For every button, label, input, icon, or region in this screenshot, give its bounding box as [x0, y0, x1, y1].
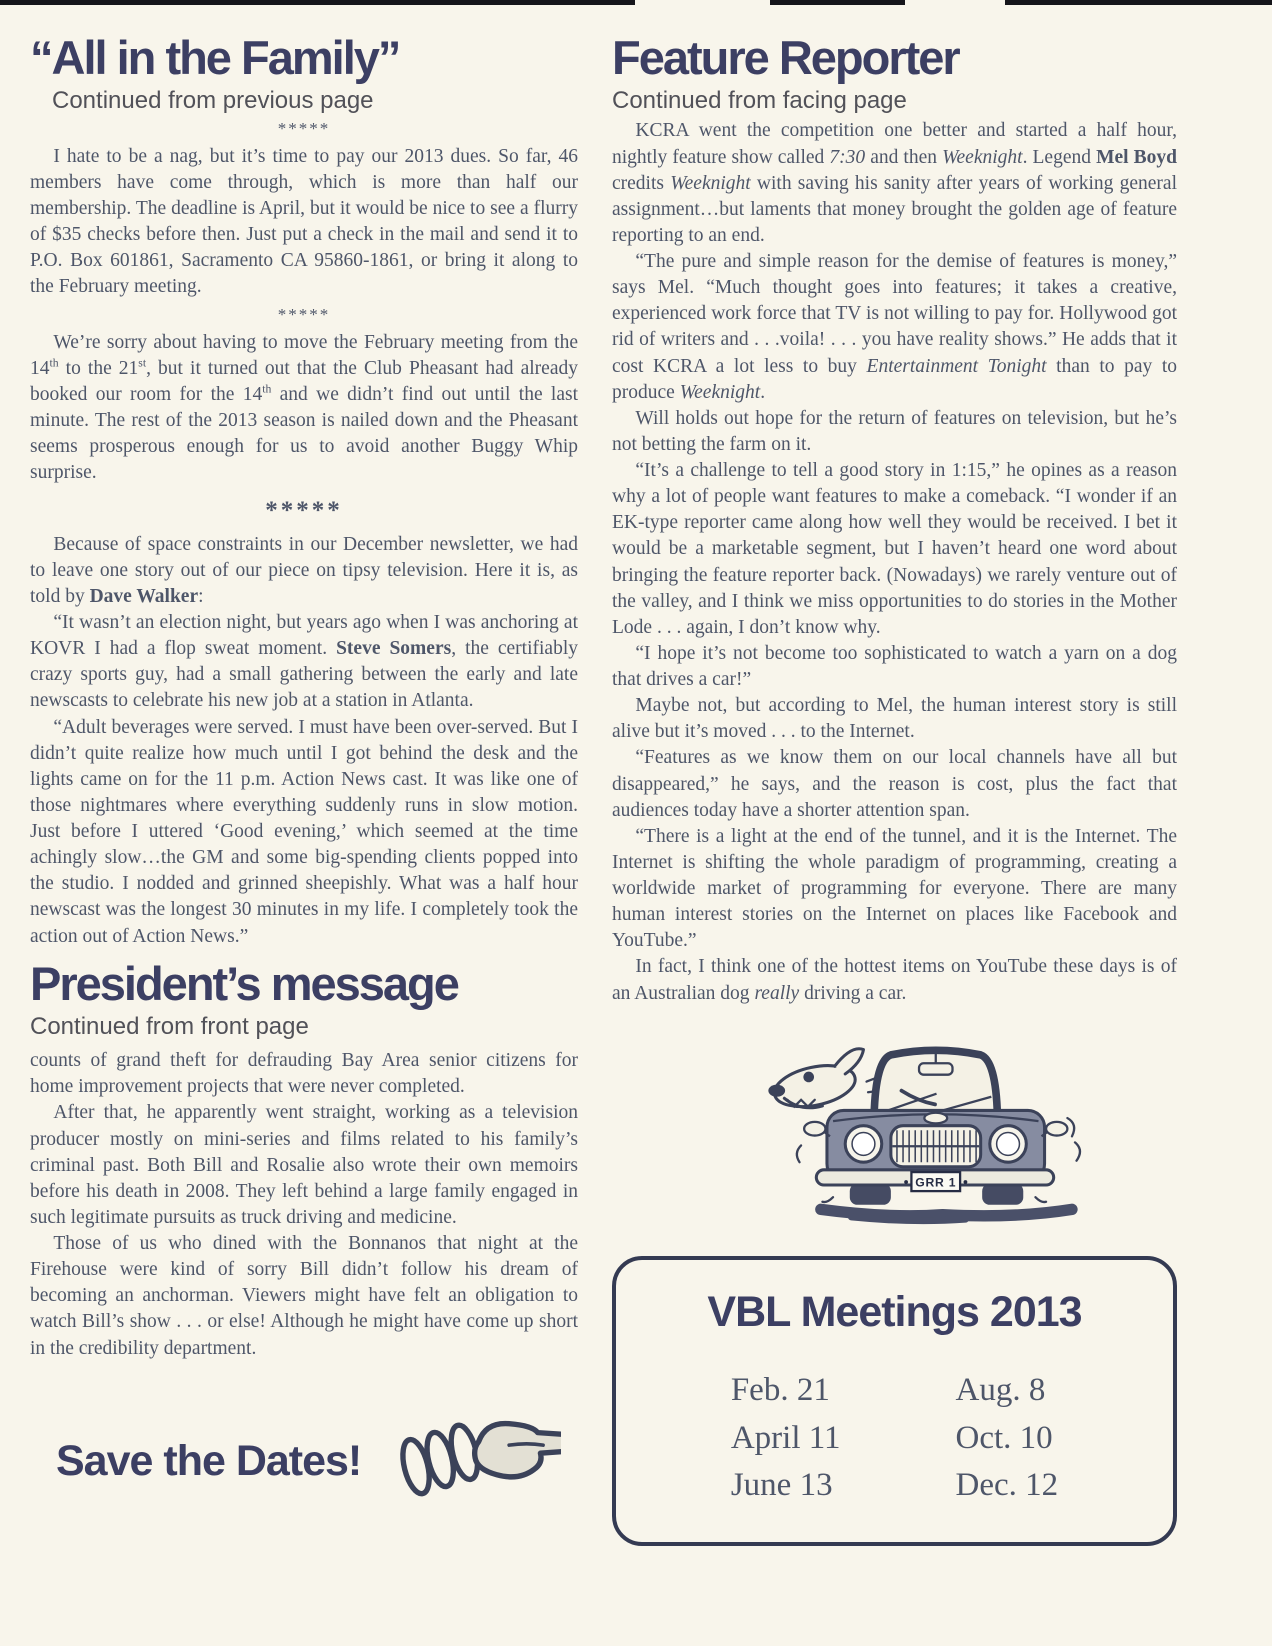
meetings-box — [612, 1256, 1177, 1546]
meetings-title: VBL Meetings 2013 — [707, 1287, 1082, 1336]
license-plate: GRR 1 — [915, 1175, 957, 1190]
article-paragraph: Those of us who dined with the Bonnanos that night at the Firehouse were kind of sorry Bill didn’t follow his dream of becoming an anchorman. Viewers might have felt an obligation to watch Bill’s show . . . or else! Although he might have come up short in the credibility department. — [30, 1233, 578, 1359]
article-paragraph: “Adult beverages were served. I must have been over-served. But I didn’t quite realize how much until I got behind the desk and the lights came on for the 11 p.m. Action News cast. It was like one of those nightmares where everything suddenly runs in slow motion. Just before I uttered ‘Good evening,’ which seemed at the time achingly slow…the GM and some big-spending clients popped into the studio. I nodded and grinned sheepishly. What was a half hour newscast was the longest 30 minutes in my life. I completely took the action out of Action News.” — [30, 716, 578, 947]
scan-artifact-strip — [1005, 0, 1272, 5]
article-paragraph: “I hope it’s not become too sophisticated to watch a yarn on a dog that drives a car!” — [612, 642, 1177, 691]
asterisk-separator: ***** — [277, 119, 331, 139]
article-subtitle: Continued from front page — [30, 1012, 309, 1040]
meeting-date: April 11 — [730, 1419, 841, 1456]
meeting-date: Oct. 10 — [955, 1419, 1053, 1456]
article-all-in-the-family — [30, 31, 578, 950]
article-paragraph: We’re sorry about having to move the February meeting from the 14th to the 21st, but it turned out that the Club Pheasant had already booked our room for the 14th and we didn’t find out until the last minute. The rest of the 2013 season is nailed down and the Pheasant seems prosperous enough for us to avoid another Buggy Whip surprise. — [30, 331, 578, 484]
asterisk-separator: ***** — [277, 305, 331, 325]
meeting-date: June 13 — [730, 1467, 833, 1504]
article-paragraph: “The pure and simple reason for the demise of features is money,” says Mel. “Much thought goes into features; it takes a creative, experienced work force that TV is not willing to pay for. Hollywood got rid of writers and . . .voila! . . . you have reality shows.” He adds that it cost KCRA a lot less to buy Entertainment Tonight than to pay to produce Weeknight. — [612, 251, 1177, 403]
cartoon-container — [760, 1021, 1110, 1246]
asterisk-separator-bold: ***** — [265, 497, 343, 525]
article-subtitle: Continued from previous page — [52, 86, 374, 114]
dog-driving-car-illustration — [760, 1021, 1110, 1241]
meetings-column-1 — [731, 1367, 841, 1511]
scan-artifact-strip — [0, 0, 635, 5]
meetings-column-2 — [956, 1367, 1059, 1511]
left-column — [30, 31, 578, 1516]
article-presidents-message — [30, 956, 578, 1362]
article-paragraph: Will holds out hope for the return of features on television, but he’s not betting the farm on it. — [612, 407, 1177, 455]
meetings-columns — [616, 1367, 1173, 1511]
article-title-presidents-message: President’s message — [30, 956, 458, 1010]
article-paragraph: “It wasn’t an election night, but years ago when I was anchoring at KOVR I had a flop sweat moment. Steve Somers, the certifiably crazy sports guy, had a small gathering between the early and late newscasts to celebrate his new job at a station in Atlanta. — [30, 612, 578, 712]
article-paragraph: Because of space constraints in our December newsletter, we had to leave one story out of our piece on tipsy television. Here it is, as told by Dave Walker: — [30, 533, 578, 607]
article-paragraph: “There is a light at the end of the tunnel, and it is the Internet. The Internet is shifting the whole paradigm of programming, creating a worldwide market of programming for everyone. There are many human interest stories on the Internet on places like Facebook and YouTube.” — [612, 825, 1177, 952]
meeting-date: Dec. 12 — [955, 1467, 1059, 1504]
meeting-date: Aug. 8 — [955, 1371, 1046, 1408]
article-paragraph: counts of grand theft for defrauding Bay Area senior citizens for home improvement projects that were never completed. — [30, 1050, 578, 1098]
article-paragraph: Maybe not, but according to Mel, the human interest story is still alive but it’s moved . . . to the Internet. — [612, 695, 1177, 743]
article-paragraph: After that, he apparently went straight, working as a television producer mostly on mini-series and films related to his family’s criminal past. Both Bill and Rosalie also wrote their own memoirs before his death in 2008. They left behind a large family engaged in such legitimate pursuits as truck driving and medicine. — [30, 1102, 578, 1228]
article-paragraph: “Features as we know them on our local channels have all but disappeared,” he says, and the reason is cost, plus the fact that audiences today have a shorter attention span. — [612, 747, 1177, 821]
save-the-dates-label: Save the Dates! — [56, 1437, 362, 1486]
article-paragraph: KCRA went the competition one better and started a half hour, nightly feature show called 7:30 and then Weeknight. Legend Mel Boyd credits Weeknight with saving his sanity after years of working general assignment…but laments that money brought the golden age of feature reporting to an end. — [612, 120, 1178, 246]
right-column — [612, 31, 1178, 1546]
article-paragraph: In fact, I think one of the hottest items on YouTube these days is of an Australian dog really driving a car. — [612, 956, 1177, 1004]
scan-artifact-strip — [770, 0, 905, 5]
article-title-all-in-the-family: “All in the Family” — [30, 31, 400, 84]
article-paragraph: I hate to be a nag, but it’s time to pay our 2013 dues. So far, 46 members have come through, which is more than half our membership. The deadline is April, but it would be nice to see a flurry of $35 checks before then. Just put a check in the mail and send it to P.O. Box 601861, Sacramento CA 95860-1861, or bring it along to the February meeting. — [30, 145, 578, 298]
article-subtitle: Continued from facing page — [612, 86, 907, 114]
pointing-hand-icon — [391, 1394, 561, 1516]
meeting-date: Feb. 21 — [730, 1371, 830, 1408]
article-title-feature-reporter: Feature Reporter — [612, 31, 959, 84]
article-feature-reporter — [612, 31, 1178, 1007]
article-paragraph: “It’s a challenge to tell a good story in 1:15,” he opines as a reason why a lot of people want features to make a comeback. “I wonder if an EK-type reporter came along how well they would be received. I bet it would be a marketable segment, but I haven’t heard one word about bringing the feature reporter back. (Nowadays) we rarely venture out of the valley, and I think we miss opportunities to do stories in the Mother Lode . . . again, I don’t know why. — [612, 460, 1177, 638]
save-the-dates-banner — [30, 1408, 578, 1516]
